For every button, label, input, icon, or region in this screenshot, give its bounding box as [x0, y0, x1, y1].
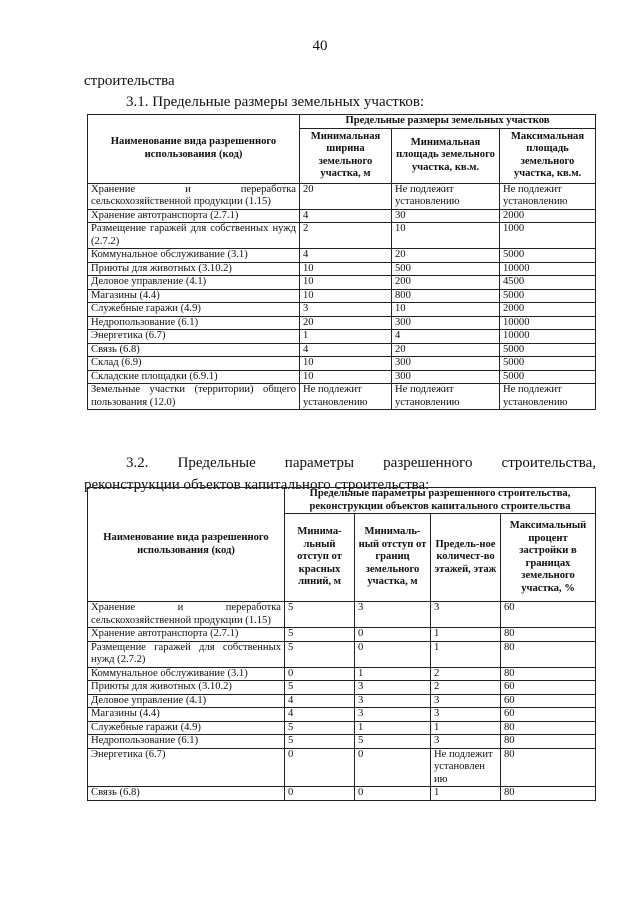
table-row: [88, 708, 596, 722]
row-value-cell: 4: [285, 694, 355, 708]
t2-col-header: Предель-ное количест-во этажей, этаж: [431, 514, 501, 602]
t2-group-header: Предельные параметры разрешенного строительства, реконструкции объектов капитального строительства: [285, 488, 596, 514]
page-number: 40: [312, 38, 328, 54]
row-value-cell: 5000: [500, 289, 596, 303]
table-row: [88, 602, 596, 628]
size-limits-table: [87, 114, 596, 410]
row-value-cell: 5: [285, 641, 355, 667]
row-name-cell: Недропользование (6.1): [88, 316, 300, 330]
t2-col-header: Минима-льный отступ от красных линий, м: [285, 514, 355, 602]
table-row: [88, 343, 596, 357]
row-name-cell: Приюты для животных (3.10.2): [88, 262, 300, 276]
row-value-cell: 0: [285, 667, 355, 681]
row-value-cell: 5: [285, 681, 355, 695]
table-row: [88, 735, 596, 749]
table-row: [88, 262, 596, 276]
row-value-cell: 1: [355, 721, 431, 735]
t2-col-header: Минималь-ный отступ от границ земельного участка, м: [355, 514, 431, 602]
table-row: [88, 370, 596, 384]
section1-title: 3.1. Предельные размеры земельных участков:: [126, 94, 425, 110]
row-value-cell: 5: [355, 735, 431, 749]
row-value-cell: 4: [285, 708, 355, 722]
row-value-cell: 10000: [500, 262, 596, 276]
row-value-cell: 2000: [500, 303, 596, 317]
table-row: [88, 330, 596, 344]
row-value-cell: 30: [392, 209, 500, 223]
row-value-cell: 4500: [500, 276, 596, 290]
row-value-cell: 300: [392, 357, 500, 371]
table-row: [88, 748, 596, 787]
row-value-cell: 10000: [500, 330, 596, 344]
row-value-cell: 4: [300, 249, 392, 263]
row-name-cell: Земельные участки (территории) общего пользования (12.0): [88, 384, 300, 410]
row-value-cell: 10: [300, 357, 392, 371]
construction-params-table: [87, 487, 596, 801]
row-value-cell: 3: [355, 708, 431, 722]
row-value-cell: 5000: [500, 343, 596, 357]
table-row: [88, 787, 596, 801]
row-value-cell: 1: [431, 721, 501, 735]
row-value-cell: 1: [431, 641, 501, 667]
row-name-cell: Связь (6.8): [88, 787, 285, 801]
table-row: [88, 223, 596, 249]
row-value-cell: 10: [392, 303, 500, 317]
section2-word: параметры: [284, 455, 355, 471]
row-value-cell: 60: [501, 708, 596, 722]
row-value-cell: 2: [431, 681, 501, 695]
row-value-cell: 2: [300, 223, 392, 249]
row-value-cell: 80: [501, 667, 596, 681]
row-value-cell: 300: [392, 316, 500, 330]
row-name-cell: Коммунальное обслуживание (3.1): [88, 249, 300, 263]
table-row: [88, 249, 596, 263]
section2-word: разрешенного: [383, 455, 473, 471]
t1-group-header: Предельные размеры земельных участков: [300, 115, 596, 129]
row-name-cell: Энергетика (6.7): [88, 330, 300, 344]
row-value-cell: 1: [431, 628, 501, 642]
section2-number: 3.2.: [126, 455, 149, 471]
row-value-cell: 80: [501, 628, 596, 642]
row-value-cell: 5: [285, 735, 355, 749]
section2-word: Предельные: [177, 455, 256, 471]
row-name-cell: Размещение гаражей для собственных нужд (2.7.2): [88, 223, 300, 249]
row-value-cell: 80: [501, 641, 596, 667]
row-value-cell: Не подлежит установлению: [392, 183, 500, 209]
table-row: [88, 694, 596, 708]
row-value-cell: 3: [355, 602, 431, 628]
row-value-cell: 80: [501, 748, 596, 787]
row-name-cell: Деловое управление (4.1): [88, 694, 285, 708]
row-name-cell: Хранение автотранспорта (2.7.1): [88, 628, 285, 642]
row-value-cell: 3: [431, 708, 501, 722]
row-value-cell: 200: [392, 276, 500, 290]
section2-title-line2: реконструкции объектов капитального строительства:: [84, 477, 430, 493]
row-value-cell: 20: [392, 343, 500, 357]
row-name-cell: Связь (6.8): [88, 343, 300, 357]
row-value-cell: 3: [431, 735, 501, 749]
row-value-cell: 10: [300, 276, 392, 290]
row-value-cell: 10000: [500, 316, 596, 330]
row-value-cell: Не подлежит установлению: [500, 183, 596, 209]
row-value-cell: 20: [300, 316, 392, 330]
table-row: [88, 721, 596, 735]
row-value-cell: Не подлежит установлению: [392, 384, 500, 410]
table-row: [88, 303, 596, 317]
t1-name-header: Наименование вида разрешенного использования (код): [88, 115, 300, 184]
table-row: [88, 357, 596, 371]
row-value-cell: 60: [501, 602, 596, 628]
t2-name-header: Наименование вида разрешенного использования (код): [88, 488, 285, 602]
row-name-cell: Магазины (4.4): [88, 289, 300, 303]
row-value-cell: 5: [285, 628, 355, 642]
t1-col-header: Максимальная площадь земельного участка, кв.м.: [500, 128, 596, 183]
t1-col-header: Минимальная площадь земельного участка, кв.м.: [392, 128, 500, 183]
row-name-cell: Служебные гаражи (4.9): [88, 721, 285, 735]
row-value-cell: 1000: [500, 223, 596, 249]
intro-fragment: строительства: [84, 73, 175, 89]
t1-col-header: Минимальная ширина земельного участка, м: [300, 128, 392, 183]
row-value-cell: Не подлежит установлению: [500, 384, 596, 410]
row-value-cell: 0: [355, 628, 431, 642]
row-value-cell: 80: [501, 787, 596, 801]
row-name-cell: Складские площадки (6.9.1): [88, 370, 300, 384]
row-name-cell: Коммунальное обслуживание (3.1): [88, 667, 285, 681]
row-value-cell: 4: [300, 343, 392, 357]
row-value-cell: 10: [392, 223, 500, 249]
section2-word: строительства,: [501, 455, 596, 471]
row-value-cell: 3: [300, 303, 392, 317]
row-value-cell: 0: [355, 748, 431, 787]
row-name-cell: Приюты для животных (3.10.2): [88, 681, 285, 695]
row-value-cell: 5000: [500, 249, 596, 263]
row-value-cell: 0: [285, 748, 355, 787]
row-value-cell: 60: [501, 681, 596, 695]
table-row: [88, 276, 596, 290]
row-value-cell: 5: [285, 602, 355, 628]
row-value-cell: 80: [501, 735, 596, 749]
row-value-cell: 300: [392, 370, 500, 384]
row-name-cell: Хранение автотранспорта (2.7.1): [88, 209, 300, 223]
row-value-cell: 1: [355, 667, 431, 681]
row-value-cell: 3: [431, 602, 501, 628]
row-value-cell: 80: [501, 721, 596, 735]
row-name-cell: Магазины (4.4): [88, 708, 285, 722]
row-name-cell: Хранение и переработка сельскохозяйственной продукции (1.15): [88, 183, 300, 209]
row-name-cell: Хранение и переработка сельскохозяйственной продукции (1.15): [88, 602, 285, 628]
row-value-cell: Не подлежит установлен ию: [431, 748, 501, 787]
row-value-cell: 5: [285, 721, 355, 735]
row-value-cell: 20: [300, 183, 392, 209]
row-value-cell: 5000: [500, 370, 596, 384]
table-row: [88, 209, 596, 223]
row-value-cell: 0: [355, 641, 431, 667]
table-row: [88, 641, 596, 667]
row-value-cell: 2000: [500, 209, 596, 223]
row-value-cell: 4: [300, 209, 392, 223]
row-value-cell: 0: [285, 787, 355, 801]
table-row: [88, 289, 596, 303]
row-name-cell: Энергетика (6.7): [88, 748, 285, 787]
row-value-cell: 3: [431, 694, 501, 708]
row-name-cell: Недропользование (6.1): [88, 735, 285, 749]
row-value-cell: Не подлежит установлению: [300, 384, 392, 410]
table-row: [88, 183, 596, 209]
row-name-cell: Деловое управление (4.1): [88, 276, 300, 290]
table-row: [88, 681, 596, 695]
row-value-cell: 2: [431, 667, 501, 681]
row-value-cell: 10: [300, 262, 392, 276]
row-value-cell: 10: [300, 289, 392, 303]
row-value-cell: 60: [501, 694, 596, 708]
table-row: [88, 316, 596, 330]
row-value-cell: 0: [355, 787, 431, 801]
row-value-cell: 500: [392, 262, 500, 276]
table-row: [88, 667, 596, 681]
table-row: [88, 628, 596, 642]
row-value-cell: 1: [300, 330, 392, 344]
row-name-cell: Размещение гаражей для собственных нужд (2.7.2): [88, 641, 285, 667]
row-value-cell: 20: [392, 249, 500, 263]
row-value-cell: 10: [300, 370, 392, 384]
row-value-cell: 3: [355, 694, 431, 708]
row-value-cell: 5000: [500, 357, 596, 371]
t2-col-header: Максимальный процент застройки в границах земельного участка, %: [501, 514, 596, 602]
row-name-cell: Склад (6.9): [88, 357, 300, 371]
row-value-cell: 3: [355, 681, 431, 695]
row-value-cell: 1: [431, 787, 501, 801]
row-value-cell: 4: [392, 330, 500, 344]
table-row: [88, 384, 596, 410]
row-value-cell: 800: [392, 289, 500, 303]
row-name-cell: Служебные гаражи (4.9): [88, 303, 300, 317]
